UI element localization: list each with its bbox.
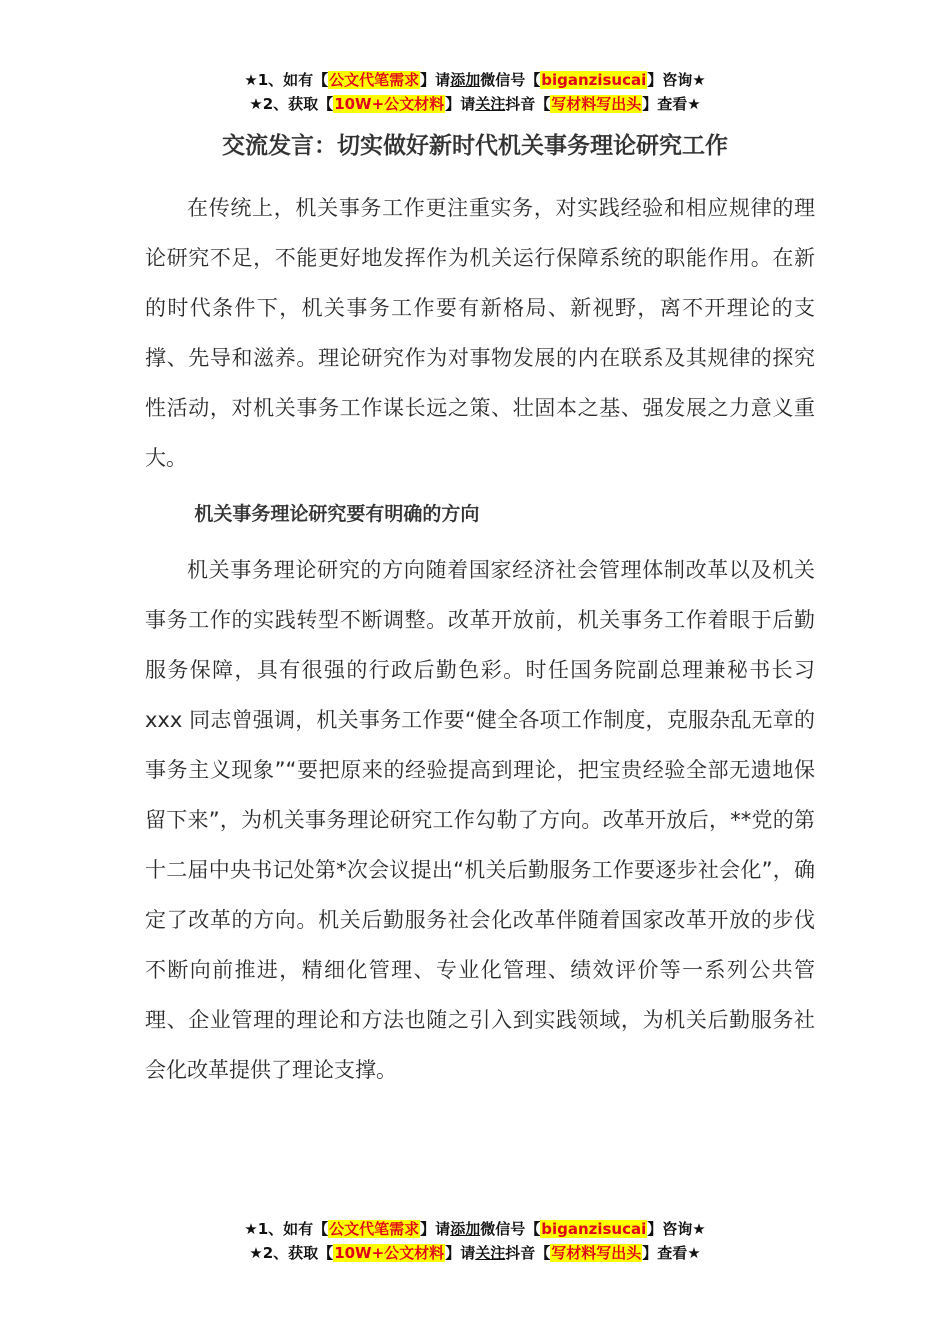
- promo-text: 1、如有【: [257, 71, 329, 89]
- promo-text: 】请: [420, 1220, 451, 1238]
- star-icon: ★: [249, 1244, 263, 1262]
- promo-highlight-service: 公文代笔需求: [329, 71, 420, 89]
- promo-text: 】查看★: [642, 1244, 701, 1262]
- promo-text: 微信号【: [480, 71, 541, 89]
- promo-text: 抖音【: [505, 95, 551, 113]
- promo-text: 1、如有【: [257, 1220, 329, 1238]
- promo-highlight-douyin: 写材料写出头: [551, 1244, 642, 1262]
- promo-footer: [0, 1217, 950, 1265]
- star-icon: ★: [249, 95, 263, 113]
- star-icon: ★: [244, 1220, 258, 1238]
- promo-line-2: [0, 1241, 950, 1265]
- promo-line-1: [0, 68, 950, 92]
- promo-highlight-service: 公文代笔需求: [329, 1220, 420, 1238]
- promo-underlined-text: 关注: [475, 95, 506, 113]
- promo-line-1: [0, 1217, 950, 1241]
- promo-text: 】咨询★: [647, 1220, 706, 1238]
- promo-highlight-materials: 10W+公文材料: [334, 95, 445, 113]
- promo-text: 抖音【: [505, 1244, 551, 1262]
- promo-underlined-text: 添加: [450, 71, 481, 89]
- promo-text: 2、获取【: [262, 95, 334, 113]
- promo-highlight-douyin: 写材料写出头: [551, 95, 642, 113]
- promo-underlined-text: 添加: [450, 1220, 481, 1238]
- star-icon: ★: [244, 71, 258, 89]
- section-heading-1: 机关事务理论研究要有明确的方向: [194, 503, 480, 525]
- promo-text: 2、获取【: [262, 1244, 334, 1262]
- promo-text: 】查看★: [642, 95, 701, 113]
- promo-text: 】请: [445, 1244, 476, 1262]
- promo-text: 微信号【: [480, 1220, 541, 1238]
- promo-highlight-materials: 10W+公文材料: [334, 1244, 445, 1262]
- document-title: 交流发言：切实做好新时代机关事务理论研究工作: [222, 133, 728, 159]
- promo-underlined-text: 关注: [475, 1244, 506, 1262]
- document-body: [145, 183, 815, 1095]
- promo-text: 】请: [445, 95, 476, 113]
- promo-header: [0, 68, 950, 116]
- promo-highlight-wechat: biganzisucai: [541, 71, 647, 89]
- promo-text: 】咨询★: [647, 71, 706, 89]
- promo-text: 】请: [420, 71, 451, 89]
- promo-highlight-wechat: biganzisucai: [541, 1220, 647, 1238]
- paragraph-2: 机关事务理论研究的方向随着国家经济社会管理体制改革以及机关事务工作的实践转型不断调整。改革开放前，机关事务工作着眼于后勤服务保障，具有很强的行政后勤色彩。时任国务院副总理兼秘书长习 xxx 同志曾强调，机关事务工作要“健全各项工作制度，克服杂乱无章的事务主义现象”“要把原来的经验提高到理论，把宝贵经验全部无遗地保留下来”，为机关事务理论研究工作勾勒了方向。改革开放后，**党的第十二届中央书记处第*次会议提出“机关后勤服务工作要逐步社会化”，确定了改革的方向。机关后勤服务社会化改革伴随着国家改革开放的步伐不断向前推进，精细化管理、专业化管理、绩效评价等一系列公共管理、企业管理的理论和方法也随之引入到实践领域，为机关后勤服务社会化改革提供了理论支撑。: [145, 558, 815, 1082]
- paragraph-1: 在传统上，机关事务工作更注重实务，对实践经验和相应规律的理论研究不足，不能更好地发挥作为机关运行保障系统的职能作用。在新的时代条件下，机关事务工作要有新格局、新视野，离不开理论的支撑、先导和滋养。理论研究作为对事物发展的内在联系及其规律的探究性活动，对机关事务工作谋长远之策、壮固本之基、强发展之力意义重大。: [145, 196, 815, 470]
- promo-line-2: [0, 92, 950, 116]
